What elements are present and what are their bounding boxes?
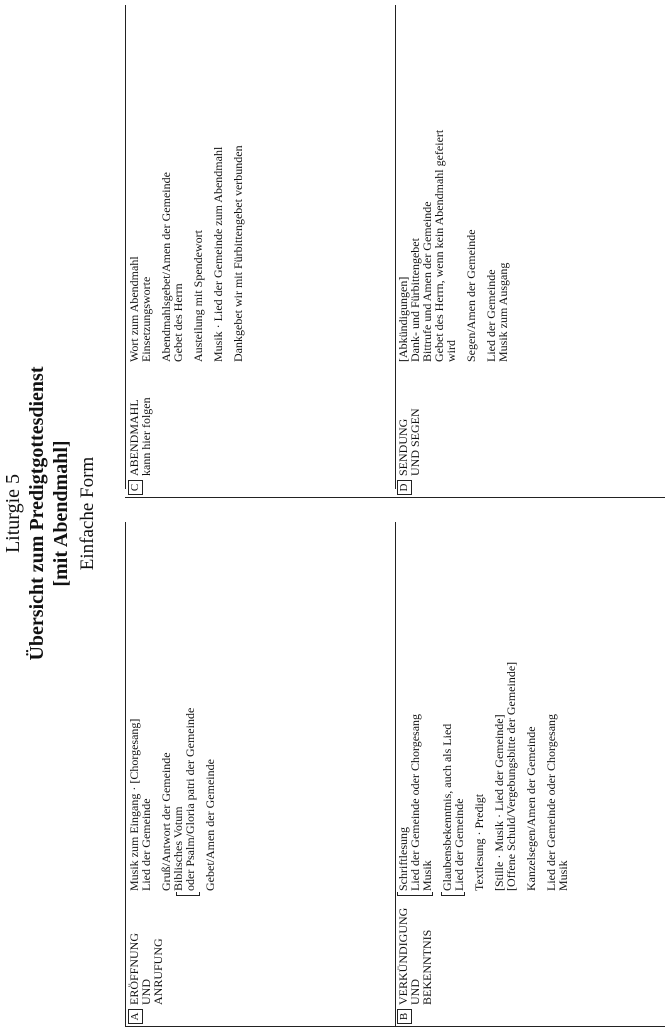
section-b-letter: B	[397, 1009, 412, 1024]
list-item: Biblisches Votum	[171, 806, 185, 891]
page-subtitle: Einfache Form	[77, 456, 98, 571]
list-item: Kanzelsegen/Amen der Gemeinde	[524, 726, 538, 891]
list-item: [Abkündigungen]	[396, 276, 410, 362]
left-top-rule	[125, 522, 126, 1027]
list-item: Gruß/Antwort der Gemeinde	[159, 752, 173, 891]
list-item: Lied der Gemeinde oder Chorgesang	[408, 713, 422, 891]
section-d-letter: D	[397, 480, 412, 495]
section-d-label: SENDUNG UND SEGEN	[396, 408, 422, 476]
section-a-items	[128, 708, 216, 891]
list-item: Musik zum Eingang · [Chorgesang]	[127, 718, 141, 891]
list-item: Lied der Gemeinde	[139, 798, 153, 891]
page-title-bracket: [mit Abendmahl]	[50, 440, 72, 587]
bracket-a	[176, 892, 200, 896]
list-item: Gebet des Herrn, wenn kein Abendmahl gefeiert	[432, 129, 446, 362]
right-mid-rule	[395, 5, 396, 489]
list-item: Lied der Gemeinde oder Chorgesang	[544, 713, 558, 891]
list-item: wird	[444, 340, 458, 362]
list-item: Gebet/Amen der Gemeinde	[203, 759, 217, 891]
list-item: Textlesung · Predigt	[472, 793, 486, 891]
section-c-letter: C	[128, 480, 143, 495]
section-b-label: VERKÜNDIGUNG UND BEKENNTNIS	[396, 907, 434, 1005]
list-item: Schriftlesung	[396, 827, 410, 891]
list-item: Austeilung mit Spendewort	[191, 230, 205, 362]
list-item: Dank- und Fürbittengebet	[408, 238, 422, 362]
liturgy-number: Liturgie 5	[2, 473, 24, 554]
section-c-label: ABENDMAHL kann hier folgen	[127, 397, 153, 476]
list-item: Bittrufe und Amen der Gemeinde	[420, 201, 434, 362]
list-item: Dankgebet wir mit Fürbittengebet verbunden	[231, 145, 245, 362]
list-item: Wort zum Abendmahl	[127, 256, 141, 362]
list-item: Lied der Gemeinde	[484, 269, 498, 362]
list-item: Musik · Lied der Gemeinde zum Abendmahl	[211, 146, 225, 362]
list-item: Einsetzungsworte	[139, 276, 153, 362]
section-c-separator	[125, 497, 395, 498]
section-a-letter: A	[128, 1009, 143, 1024]
section-b-items	[397, 662, 569, 891]
section-d-items	[397, 130, 509, 362]
list-item: Musik	[556, 860, 570, 891]
list-item: Glaubensbekenntnis, auch als Lied	[440, 723, 454, 891]
list-item: Gebet des Herrn	[171, 283, 185, 362]
list-item: [Stille · Musik · Lied der Gemeinde]	[492, 714, 506, 891]
list-item: Lied der Gemeinde	[452, 798, 466, 891]
list-item: oder Psalm/Gloria patri der Gemeinde	[183, 707, 197, 891]
list-item: Musik	[420, 860, 434, 891]
list-item: Segen/Amen der Gemeinde	[464, 229, 478, 362]
bracket-b-1	[397, 892, 433, 896]
section-d-separator	[395, 497, 665, 498]
list-item: [Offene Schuld/Vergebungsbitte der Gemeinde]	[504, 661, 518, 891]
list-item: Abendmahlsgebet/Amen der Gemeinde	[159, 172, 173, 362]
section-c-items	[128, 145, 244, 362]
page-title: Übersicht zum Predigtgottesdienst	[26, 366, 48, 661]
bracket-b-2	[441, 892, 465, 896]
top-rule	[125, 5, 126, 489]
section-a-label: ERÖFFNUNG UND ANRUFUNG	[127, 932, 165, 1005]
list-item: Musik zum Ausgang	[496, 262, 510, 362]
